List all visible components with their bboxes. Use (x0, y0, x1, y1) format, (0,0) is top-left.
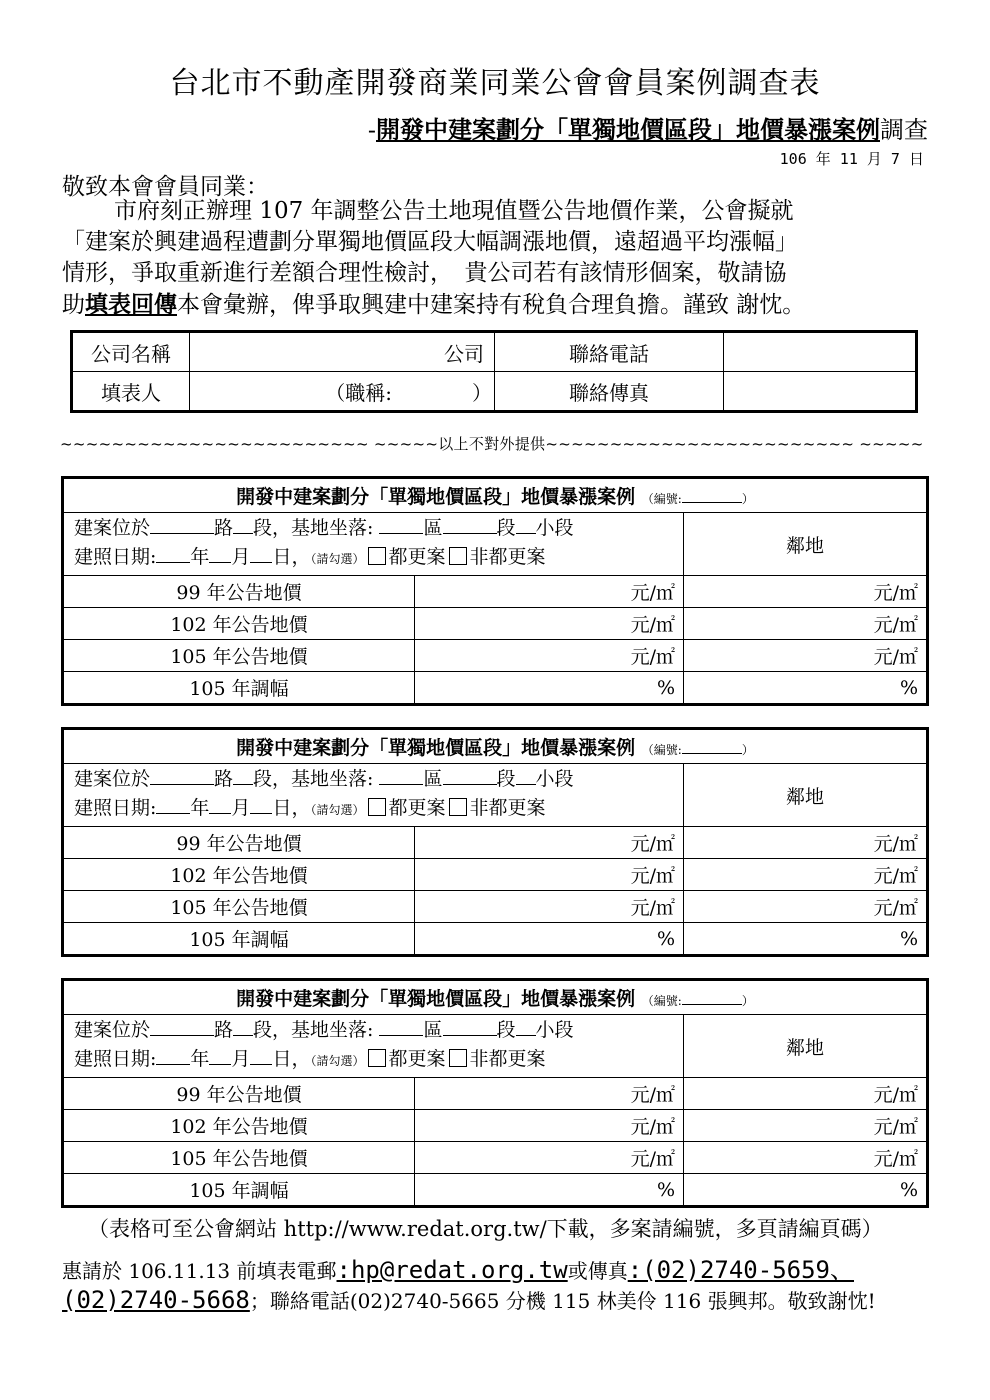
unit-label: % (656, 1178, 675, 1201)
road-blank[interactable] (150, 1016, 214, 1036)
case-value-cell[interactable] (415, 1078, 684, 1110)
body-line-4-post: 本會彙辦，俾爭取興建中建案持有稅負合理負擔。謹致 謝忱。 (177, 292, 806, 318)
greeting: 敬致本會會員同業： (62, 174, 269, 200)
fax-field[interactable] (724, 372, 917, 412)
body-line-1: 市府刻正辦理 107 年調整公告土地現值暨公告地價作業，公會擬就 (114, 198, 794, 224)
road-label: 路 (214, 517, 234, 539)
page-title: 台北市不動產開發商業同業公會會員案例調查表 (169, 66, 821, 101)
case-row-adjustment-105 (63, 923, 928, 956)
non-urban-renewal-label: 非都更案 (469, 1048, 546, 1070)
permit-label: 建照日期: (74, 546, 157, 568)
footer-note: （表格可至公會網站 http://www.redat.org.tw/下載，多案請編號，多頁請編頁碼） (88, 1217, 883, 1241)
subtitle-prefix: - (367, 116, 376, 144)
body-line-4 (62, 289, 932, 321)
urban-renewal-checkbox[interactable] (368, 798, 386, 816)
case-location-cell (63, 513, 684, 576)
case-row-land-price-102 (63, 608, 928, 640)
sect2-blank[interactable] (443, 1016, 497, 1036)
case-row-land-price-102 (63, 1110, 928, 1142)
case-location-cell (63, 1015, 684, 1078)
location-line (74, 514, 683, 543)
neighbor-value-cell[interactable] (684, 608, 928, 640)
urban-renewal-checkbox[interactable] (368, 1049, 386, 1067)
subsect-blank[interactable] (516, 765, 536, 785)
case-heading (63, 980, 928, 1015)
case-value-cell[interactable] (415, 827, 684, 859)
section-blank[interactable] (233, 1016, 253, 1036)
unit-label: 元/㎡ (873, 582, 918, 604)
footer-fax-1: :(02)2740-5659、 (627, 1256, 854, 1284)
permit-label: 建照日期: (74, 797, 157, 819)
neighbor-value-cell[interactable] (684, 827, 928, 859)
unit-label: 元/㎡ (873, 1084, 918, 1106)
case-row-land-price-102 (63, 859, 928, 891)
neighbor-value-cell[interactable] (684, 672, 928, 705)
row-label: 105 年公告地價 (63, 640, 415, 672)
unit-label: % (899, 676, 918, 699)
case-value-cell[interactable] (415, 1110, 684, 1142)
unit-label: 元/㎡ (630, 1116, 675, 1138)
non-urban-renewal-label: 非都更案 (469, 546, 546, 568)
road-label: 路 (214, 768, 234, 790)
location-line (74, 1016, 683, 1045)
unit-label: % (899, 1178, 918, 1201)
unit-label: 元/㎡ (630, 582, 675, 604)
day-label: 日， (272, 546, 311, 568)
neighbor-value-cell[interactable] (684, 859, 928, 891)
year-blank[interactable] (156, 1045, 190, 1065)
road-blank[interactable] (150, 765, 214, 785)
case-row-land-price-105 (63, 1142, 928, 1174)
case-number-blank[interactable] (682, 483, 742, 503)
check-hint: （請勾選） (310, 1054, 365, 1068)
filler-field[interactable] (190, 372, 495, 412)
neighbor-header: 鄰地 (684, 1015, 928, 1078)
subtitle-suffix: 調查 (880, 116, 928, 144)
neighbor-value-cell[interactable] (684, 1174, 928, 1207)
unit-label: 元/㎡ (630, 865, 675, 887)
unit-label: % (899, 927, 918, 950)
unit-label: 元/㎡ (873, 1148, 918, 1170)
unit-label: 元/㎡ (630, 646, 675, 668)
non-urban-renewal-checkbox[interactable] (449, 1049, 467, 1067)
unit-label: 元/㎡ (630, 833, 675, 855)
case-number-blank[interactable] (682, 734, 742, 754)
case-number-label: （編號: (641, 994, 682, 1008)
section-blank[interactable] (233, 514, 253, 534)
case-value-cell[interactable] (415, 891, 684, 923)
row-label: 105 年公告地價 (63, 1142, 415, 1174)
day-label: 日， (272, 1048, 311, 1070)
case-number-label: （編號: (641, 743, 682, 757)
unit-label: 元/㎡ (630, 1084, 675, 1106)
day-blank[interactable] (250, 794, 272, 814)
footer-line-2 (62, 1250, 854, 1285)
month-blank[interactable] (209, 794, 231, 814)
district-label: 區 (423, 1019, 443, 1041)
district-label: 區 (423, 517, 443, 539)
body-line-4-emphasis: 填表回傳 (85, 291, 177, 318)
company-suffix: 公司 (444, 341, 484, 366)
unit-label: 元/㎡ (873, 833, 918, 855)
subsect-label: 小段 (535, 768, 574, 790)
case-value-cell[interactable] (415, 1174, 684, 1207)
page-subtitle (368, 110, 928, 145)
district-label: 區 (423, 768, 443, 790)
non-urban-renewal-label: 非都更案 (469, 797, 546, 819)
row-label: 102 年公告地價 (63, 1110, 415, 1142)
sect2-label: 段 (496, 768, 516, 790)
section-label: 段，基地坐落: (253, 1019, 374, 1041)
permit-label: 建照日期: (74, 1048, 157, 1070)
neighbor-value-cell[interactable] (684, 1142, 928, 1174)
month-label: 月 (231, 546, 251, 568)
day-blank[interactable] (250, 1045, 272, 1065)
case-row-land-price-99 (63, 576, 928, 608)
unit-label: 元/㎡ (630, 897, 675, 919)
footer-email[interactable]: :hp@redat.org.tw (336, 1256, 568, 1284)
subsect-blank[interactable] (516, 1016, 536, 1036)
year-blank[interactable] (156, 543, 190, 563)
body-line-2: 「建案於興建過程遭劃分單獨地價區段大幅調漲地價，遠超過平均漲幅」 (62, 229, 798, 255)
case-heading-text: 開發中建案劃分「單獨地價區段」地價暴漲案例 (236, 988, 636, 1010)
non-urban-renewal-checkbox[interactable] (449, 547, 467, 565)
case-table-1 (61, 476, 929, 706)
case-location-cell (63, 764, 684, 827)
row-label: 105 年公告地價 (63, 891, 415, 923)
document-date: 106 年 11 月 7 日 (779, 150, 924, 168)
sect2-label: 段 (496, 1019, 516, 1041)
body-line-4-pre: 助 (62, 292, 85, 318)
phone-label: 聯絡電話 (495, 332, 724, 372)
check-hint: （請勾選） (310, 552, 365, 566)
unit-label: 元/㎡ (873, 865, 918, 887)
footer-fax-label: 或傳真 (567, 1259, 628, 1283)
subtitle-emphasis: 開發中建案劃分「單獨地價區段」地價暴漲案例 (376, 115, 880, 144)
case-number-end: ） (741, 492, 754, 506)
neighbor-value-cell[interactable] (684, 640, 928, 672)
urban-renewal-checkbox[interactable] (368, 547, 386, 565)
footer-fax-2: (02)2740-5668 (62, 1286, 250, 1314)
row-label: 99 年公告地價 (63, 1078, 415, 1110)
row-label: 99 年公告地價 (63, 827, 415, 859)
unit-label: % (656, 676, 675, 699)
job-title-hint: （職稱: ） (325, 380, 492, 405)
district-blank[interactable] (379, 514, 423, 534)
neighbor-value-cell[interactable] (684, 923, 928, 956)
case-value-cell[interactable] (415, 640, 684, 672)
non-urban-renewal-checkbox[interactable] (449, 798, 467, 816)
phone-field[interactable] (724, 332, 917, 372)
footer-contact: ；聯絡電話(02)2740-5665 分機 115 林美伶 116 張興邦。敬致謝忱! (249, 1289, 876, 1313)
section-label: 段，基地坐落: (253, 768, 374, 790)
separator-line: ~~~~~~~~~~~~~~~~~~~~~~~~ ~~~~~以上不對外提供~~~~~~~~~~~~~~~~~~~~~~~~ ~~~~~ (60, 435, 924, 453)
month-label: 月 (231, 1048, 251, 1070)
fax-label: 聯絡傳真 (495, 372, 724, 412)
case-row-land-price-99 (63, 1078, 928, 1110)
sect2-blank[interactable] (443, 514, 497, 534)
case-value-cell[interactable] (415, 608, 684, 640)
sect2-label: 段 (496, 517, 516, 539)
road-label: 路 (214, 1019, 234, 1041)
district-blank[interactable] (379, 765, 423, 785)
neighbor-header: 鄰地 (684, 764, 928, 827)
urban-renewal-label: 都更案 (388, 797, 446, 819)
section-blank[interactable] (233, 765, 253, 785)
unit-label: % (656, 927, 675, 950)
row-label: 105 年調幅 (63, 672, 415, 705)
case-value-cell[interactable] (415, 672, 684, 705)
day-blank[interactable] (250, 543, 272, 563)
check-hint: （請勾選） (310, 803, 365, 817)
row-label: 99 年公告地價 (63, 576, 415, 608)
year-label: 年 (190, 797, 210, 819)
unit-label: 元/㎡ (873, 1116, 918, 1138)
company-label: 公司名稱 (72, 332, 190, 372)
filler-label: 填表人 (72, 372, 190, 412)
unit-label: 元/㎡ (873, 897, 918, 919)
case-row-adjustment-105 (63, 672, 928, 705)
month-label: 月 (231, 797, 251, 819)
body-line-3: 情形，爭取重新進行差額合理性檢討， 貴公司若有該情形個案，敬請協 (62, 260, 787, 286)
unit-label: 元/㎡ (630, 614, 675, 636)
neighbor-value-cell[interactable] (684, 891, 928, 923)
case-heading-text: 開發中建案劃分「單獨地價區段」地價暴漲案例 (236, 486, 636, 508)
permit-line (74, 543, 683, 574)
month-blank[interactable] (209, 543, 231, 563)
neighbor-header: 鄰地 (684, 513, 928, 576)
location-line (74, 765, 683, 794)
district-blank[interactable] (379, 1016, 423, 1036)
road-blank[interactable] (150, 514, 214, 534)
row-label: 105 年調幅 (63, 1174, 415, 1207)
section-label: 段，基地坐落: (253, 517, 374, 539)
location-prefix: 建案位於 (74, 1019, 151, 1041)
location-prefix: 建案位於 (74, 768, 151, 790)
case-number-end: ） (741, 743, 754, 757)
unit-label: 元/㎡ (873, 614, 918, 636)
row-label: 102 年公告地價 (63, 608, 415, 640)
case-heading (63, 729, 928, 764)
contact-info-table (70, 330, 918, 413)
case-row-land-price-105 (63, 891, 928, 923)
location-prefix: 建案位於 (74, 517, 151, 539)
case-value-cell[interactable] (415, 1142, 684, 1174)
sect2-blank[interactable] (443, 765, 497, 785)
neighbor-value-cell[interactable] (684, 1110, 928, 1142)
row-label: 105 年調幅 (63, 923, 415, 956)
case-number-label: （編號: (641, 492, 682, 506)
case-value-cell[interactable] (415, 576, 684, 608)
permit-line (74, 794, 683, 825)
year-blank[interactable] (156, 794, 190, 814)
case-number-end: ） (741, 994, 754, 1008)
neighbor-value-cell[interactable] (684, 1078, 928, 1110)
urban-renewal-label: 都更案 (388, 1048, 446, 1070)
case-row-land-price-99 (63, 827, 928, 859)
case-value-cell[interactable] (415, 923, 684, 956)
case-number-blank[interactable] (682, 985, 742, 1005)
unit-label: 元/㎡ (630, 1148, 675, 1170)
case-value-cell[interactable] (415, 859, 684, 891)
row-label: 102 年公告地價 (63, 859, 415, 891)
case-heading-text: 開發中建案劃分「單獨地價區段」地價暴漲案例 (236, 737, 636, 759)
case-row-land-price-105 (63, 640, 928, 672)
day-label: 日， (272, 797, 311, 819)
company-field[interactable] (190, 332, 495, 372)
case-row-adjustment-105 (63, 1174, 928, 1207)
case-table-2 (61, 727, 929, 957)
subsect-label: 小段 (535, 517, 574, 539)
footer-deadline: 惠請於 106.11.13 前填表電郵 (62, 1259, 337, 1283)
unit-label: 元/㎡ (873, 646, 918, 668)
subsect-label: 小段 (535, 1019, 574, 1041)
year-label: 年 (190, 1048, 210, 1070)
case-heading (63, 478, 928, 513)
year-label: 年 (190, 546, 210, 568)
subsect-blank[interactable] (516, 514, 536, 534)
neighbor-value-cell[interactable] (684, 576, 928, 608)
permit-line (74, 1045, 683, 1076)
urban-renewal-label: 都更案 (388, 546, 446, 568)
body-paragraph (62, 196, 932, 321)
case-table-3 (61, 978, 929, 1208)
month-blank[interactable] (209, 1045, 231, 1065)
footer-line-3 (62, 1285, 876, 1314)
